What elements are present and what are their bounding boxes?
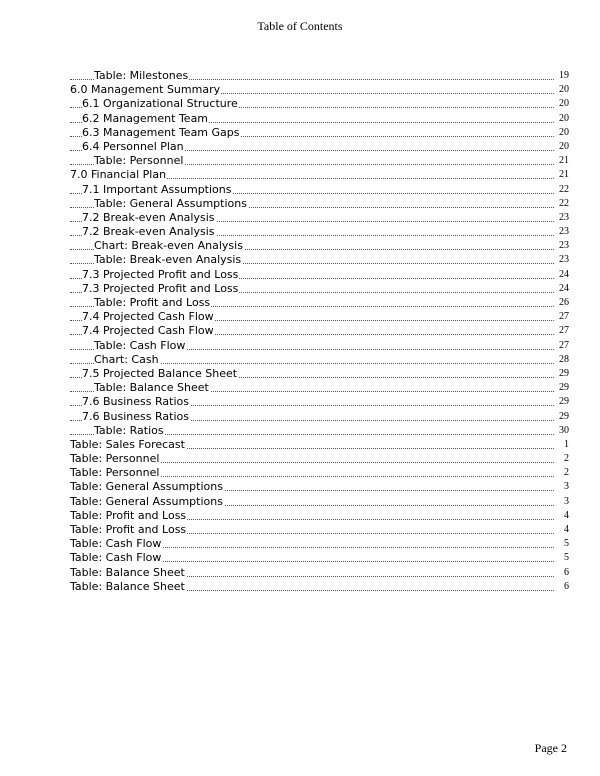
- toc-entry-page-number: 4: [554, 523, 569, 537]
- toc-entry-label[interactable]: 6.1 Organizational Structure: [82, 97, 238, 111]
- toc-entry-page-number: 20: [554, 97, 569, 111]
- toc-entry[interactable]: [0, 282, 600, 296]
- toc-entry-page-number: 29: [554, 367, 569, 381]
- toc-entry-label[interactable]: 7.1 Important Assumptions: [82, 182, 232, 196]
- toc-entry[interactable]: [0, 466, 600, 480]
- toc-entry-label[interactable]: Table: Break-even Analysis: [94, 253, 242, 267]
- toc-entry-label[interactable]: 7.5 Projected Balance Sheet: [82, 366, 238, 380]
- toc-entry[interactable]: [0, 480, 600, 494]
- toc-entry[interactable]: [0, 410, 600, 424]
- toc-entry[interactable]: [0, 112, 600, 126]
- toc-entry-page-number: 24: [554, 282, 569, 296]
- toc-entry-page-number: 21: [554, 154, 569, 168]
- toc-entry-page-number: 5: [554, 551, 569, 565]
- toc-entry-label[interactable]: Table: Profit and Loss: [94, 296, 211, 309]
- toc-entry-label[interactable]: Table: General Assumptions: [70, 494, 223, 508]
- toc-entry[interactable]: [0, 253, 600, 267]
- toc-entry-page-number: 27: [554, 324, 569, 338]
- toc-entry-label[interactable]: Table: Cash Flow: [70, 551, 162, 565]
- toc-entry[interactable]: [0, 452, 600, 466]
- toc-entry[interactable]: [0, 183, 600, 197]
- toc-entry-label[interactable]: Table: General Assumptions: [94, 196, 247, 210]
- table-of-contents: [0, 69, 600, 594]
- toc-entry-page-number: 3: [554, 480, 569, 494]
- toc-entry-label[interactable]: Table: Ratios: [94, 423, 164, 437]
- toc-entry[interactable]: [0, 353, 600, 367]
- toc-entry-label[interactable]: Table: Sales Forecast: [70, 437, 185, 451]
- toc-entry-page-number: 29: [554, 395, 569, 409]
- toc-entry[interactable]: [0, 523, 600, 537]
- toc-entry-label[interactable]: 7.6 Business Ratios: [82, 409, 189, 423]
- toc-entry-page-number: 28: [554, 353, 569, 367]
- toc-entry-label[interactable]: 7.3 Projected Profit and Loss: [82, 281, 239, 295]
- toc-entry[interactable]: [0, 69, 600, 83]
- toc-entry[interactable]: [0, 395, 600, 409]
- toc-entry-page-number: 24: [554, 268, 569, 282]
- toc-entry-page-number: 27: [554, 339, 569, 353]
- toc-entry-page-number: 23: [554, 211, 569, 225]
- toc-entry[interactable]: [0, 495, 600, 509]
- toc-entry-page-number: 21: [554, 168, 569, 182]
- toc-entry[interactable]: [0, 551, 600, 565]
- toc-entry[interactable]: [0, 268, 600, 282]
- toc-entry-label[interactable]: Table: Milestones: [94, 69, 189, 82]
- toc-entry-label[interactable]: Table: Personnel: [70, 452, 160, 466]
- toc-entry-label[interactable]: 6.0 Management Summary: [70, 83, 221, 97]
- toc-entry-page-number: 23: [554, 253, 569, 267]
- toc-entry-label[interactable]: 7.4 Projected Cash Flow: [82, 310, 214, 324]
- toc-entry-label[interactable]: 7.0 Financial Plan: [70, 168, 167, 182]
- toc-entry[interactable]: [0, 438, 600, 452]
- toc-entry[interactable]: [0, 154, 600, 168]
- toc-entry-label[interactable]: Chart: Cash: [94, 352, 159, 366]
- toc-entry-label[interactable]: 7.4 Projected Cash Flow: [82, 324, 214, 338]
- toc-entry[interactable]: [0, 83, 600, 97]
- toc-entry-page-number: 2: [554, 452, 569, 466]
- toc-entry[interactable]: [0, 310, 600, 324]
- toc-entry-label[interactable]: Table: General Assumptions: [70, 480, 223, 494]
- toc-entry[interactable]: [0, 211, 600, 225]
- toc-entry[interactable]: [0, 339, 600, 353]
- toc-entry-label[interactable]: 7.2 Break-even Analysis: [82, 210, 215, 224]
- toc-entry[interactable]: [0, 296, 600, 310]
- toc-entry[interactable]: [0, 566, 600, 580]
- toc-entry-label[interactable]: 7.6 Business Ratios: [82, 395, 189, 409]
- toc-entry-page-number: 22: [554, 197, 569, 211]
- toc-entry[interactable]: [0, 424, 600, 438]
- toc-entry-page-number: 2: [554, 466, 569, 480]
- toc-entry-label[interactable]: Table: Personnel: [70, 466, 160, 480]
- toc-entry-page-number: 22: [554, 183, 569, 197]
- toc-entry-page-number: 20: [554, 83, 569, 97]
- toc-entry-label[interactable]: Table: Balance Sheet: [70, 579, 185, 593]
- toc-entry-page-number: 3: [554, 495, 569, 509]
- toc-entry-label[interactable]: Table: Cash Flow: [94, 338, 186, 352]
- toc-entry[interactable]: [0, 381, 600, 395]
- toc-entry-label[interactable]: 6.3 Management Team Gaps: [82, 125, 240, 139]
- toc-entry-page-number: 19: [554, 69, 569, 83]
- page-number-footer: Page 2: [534, 741, 567, 755]
- toc-entry-label[interactable]: 6.2 Management Team: [82, 111, 209, 125]
- toc-entry[interactable]: [0, 197, 600, 211]
- toc-entry-label[interactable]: Table: Profit and Loss: [70, 508, 187, 522]
- toc-entry-page-number: 27: [554, 310, 569, 324]
- page-header-title: Table of Contents: [257, 19, 343, 33]
- toc-entry-page-number: 20: [554, 140, 569, 154]
- toc-entry[interactable]: [0, 168, 600, 182]
- toc-entry[interactable]: [0, 140, 600, 154]
- toc-entry-page-number: 20: [554, 112, 569, 126]
- toc-entry-page-number: 6: [554, 566, 569, 580]
- toc-entry[interactable]: [0, 97, 600, 111]
- toc-entry[interactable]: [0, 367, 600, 381]
- toc-entry-page-number: 6: [554, 580, 569, 594]
- toc-entry[interactable]: [0, 324, 600, 338]
- toc-entry-label[interactable]: Table: Cash Flow: [70, 537, 162, 551]
- toc-entry[interactable]: [0, 239, 600, 253]
- toc-entry[interactable]: [0, 509, 600, 523]
- toc-entry[interactable]: [0, 126, 600, 140]
- toc-entry-label[interactable]: 7.2 Break-even Analysis: [82, 225, 215, 239]
- toc-entry-page-number: 1: [554, 438, 569, 452]
- toc-entry-page-number: 29: [554, 410, 569, 424]
- toc-entry-label[interactable]: 6.4 Personnel Plan: [82, 139, 184, 153]
- toc-entry-label[interactable]: Table: Balance Sheet: [70, 565, 185, 579]
- toc-entry-label[interactable]: Chart: Break-even Analysis: [94, 239, 243, 253]
- toc-entry[interactable]: [0, 537, 600, 551]
- toc-entry-page-number: 23: [554, 239, 569, 253]
- toc-entry-page-number: 23: [554, 225, 569, 239]
- toc-entry-label[interactable]: Table: Personnel: [94, 154, 184, 168]
- toc-entry-page-number: 30: [554, 424, 569, 438]
- toc-entry-page-number: 5: [554, 537, 569, 551]
- toc-entry-page-number: 26: [554, 296, 569, 310]
- toc-entry-page-number: 29: [554, 381, 569, 395]
- toc-entry[interactable]: [0, 580, 600, 594]
- toc-entry-label[interactable]: 7.3 Projected Profit and Loss: [82, 267, 239, 281]
- toc-entry-label[interactable]: Table: Profit and Loss: [70, 523, 187, 536]
- toc-entry-page-number: 4: [554, 509, 569, 523]
- toc-entry[interactable]: [0, 225, 600, 239]
- toc-entry-page-number: 20: [554, 126, 569, 140]
- toc-entry-label[interactable]: Table: Balance Sheet: [94, 381, 209, 395]
